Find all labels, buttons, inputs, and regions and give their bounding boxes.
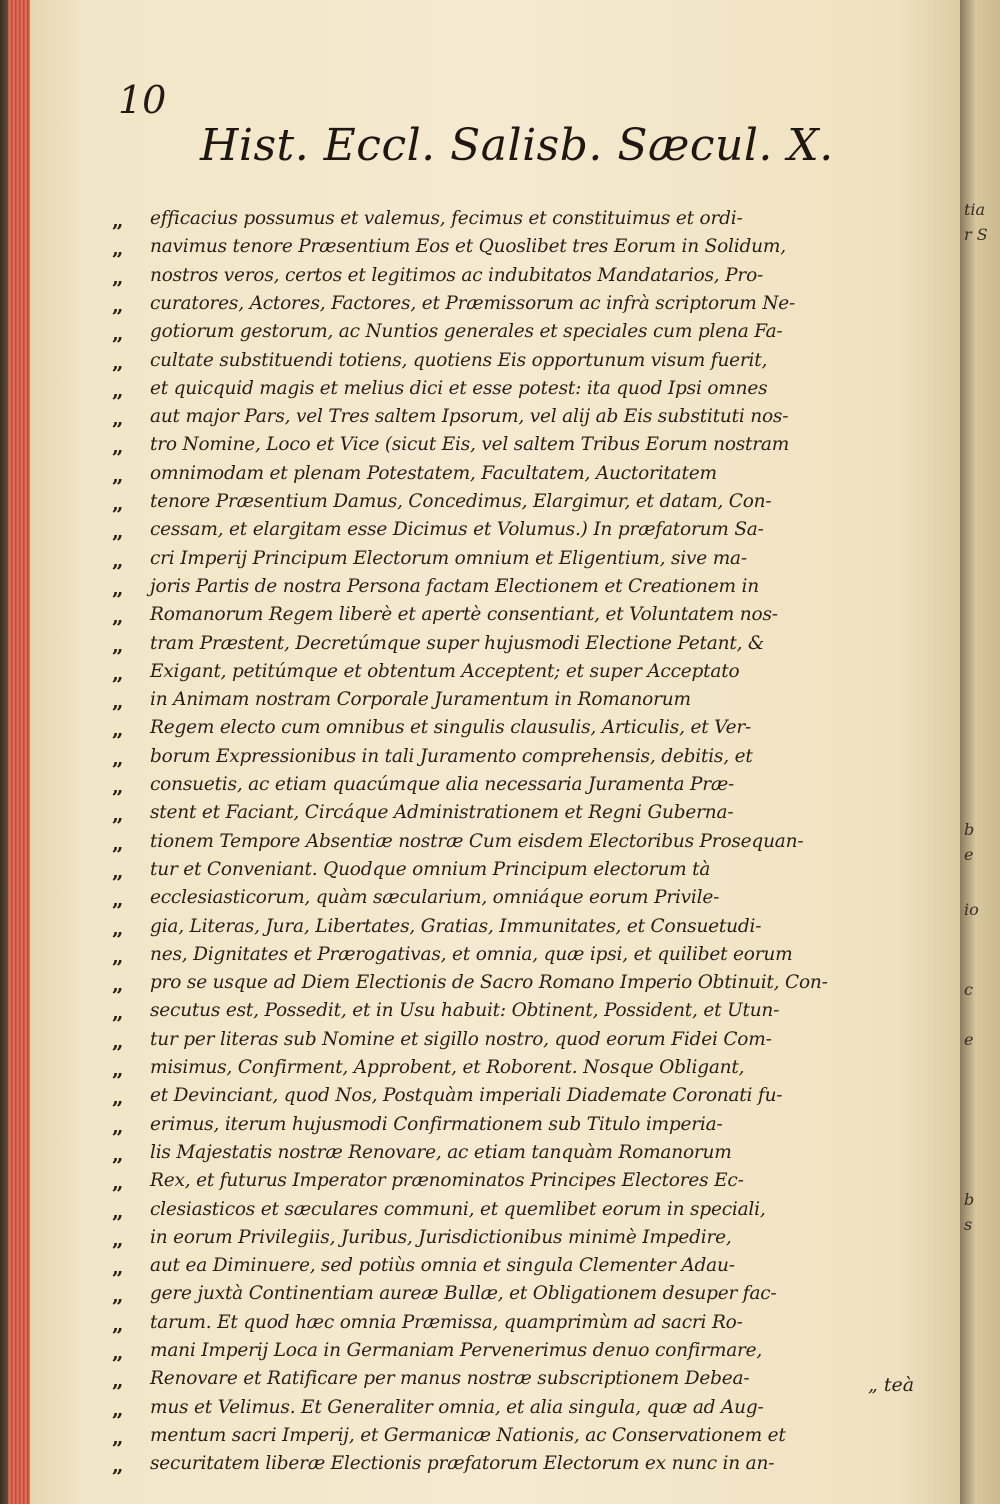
- adjacent-page-fragment: tia: [964, 200, 986, 219]
- line-text: borum Expressionibus in tali Juramento comprehensis, debitis, et: [150, 745, 753, 767]
- line-text: Renovare et Ratificare per manus nostræ subscriptionem Debea-: [150, 1368, 750, 1390]
- line-text: aut ea Diminuere, sed potiùs omnia et singula Clementer Adau-: [150, 1255, 735, 1277]
- manuscript-line: [112, 519, 952, 547]
- line-text: et quicquid magis et melius dici et esse potest: ita quod Ipsi omnes: [150, 377, 768, 399]
- manuscript-line: [112, 1340, 952, 1368]
- manuscript-line: [112, 689, 952, 717]
- manuscript-line: [112, 661, 952, 689]
- line-text: ecclesiasticorum, quàm sæcularium, omniáque eorum Privile-: [150, 887, 720, 909]
- line-text: Regem electo cum omnibus et singulis clausulis, Articulis, et Ver-: [150, 717, 752, 739]
- manuscript-line: [112, 1312, 952, 1340]
- margin-quote-mark: „: [112, 887, 124, 912]
- margin-quote-mark: „: [112, 264, 124, 289]
- manuscript-line: [112, 1255, 952, 1283]
- margin-quote-mark: „: [112, 802, 124, 827]
- manuscript-line: [112, 1029, 952, 1057]
- manuscript-line: [112, 1142, 952, 1170]
- line-text: lis Majestatis nostræ Renovare, ac etiam tanquàm Romanorum: [150, 1141, 732, 1163]
- manuscript-line: [112, 604, 952, 632]
- line-text: mani Imperij Loca in Germaniam Pervenerimus denuo confirmare,: [150, 1340, 763, 1361]
- manuscript-line: [112, 406, 952, 434]
- manuscript-line: [112, 1114, 952, 1142]
- manuscript-line: [112, 265, 952, 293]
- manuscript-line: [112, 350, 952, 378]
- manuscript-line: [112, 1368, 952, 1396]
- line-text: navimus tenore Præsentium Eos et Quoslibet tres Eorum in Solidum,: [150, 236, 786, 258]
- line-text: tionem Tempore Absentiæ nostræ Cum eisdem Electoribus Prosequan-: [150, 830, 804, 852]
- margin-quote-mark: „: [112, 943, 124, 968]
- margin-quote-mark: „: [112, 1424, 124, 1449]
- margin-quote-mark: „: [112, 1340, 124, 1364]
- adjacent-page-fragment: io: [964, 900, 979, 919]
- manuscript-line: [112, 633, 952, 661]
- line-text: nostros veros, certos et legitimos ac indubitatos Mandatarios, Pro-: [150, 264, 764, 286]
- line-text: nes, Dignitates et Prærogativas, et omnia, quæ ipsi, et quilibet eorum: [150, 943, 793, 965]
- line-text: consuetis, ac etiam quacúmque alia necessaria Juramenta Præ-: [150, 774, 735, 795]
- line-text: tur et Conveniant. Quodque omnium Principum electorum tà: [150, 858, 711, 880]
- line-text: cri Imperij Principum Electorum omnium et Eligentium, sive ma-: [150, 547, 747, 569]
- page-header-title: Hist. Eccl. Salisb. Sæcul. X.: [200, 120, 834, 171]
- line-text: cessam, et elargitam esse Dicimus et Volumus.) In præfatorum Sa-: [150, 519, 764, 541]
- line-text: erimus, iterum hujusmodi Confirmationem sub Titulo imperia-: [150, 1113, 723, 1135]
- line-text: omnimodam et plenam Potestatem, Facultatem, Auctoritatem: [150, 462, 717, 484]
- margin-quote-mark: „: [112, 1057, 124, 1081]
- adjacent-page-fragment: s: [964, 1215, 973, 1234]
- manuscript-line: [112, 321, 952, 349]
- manuscript-line: [112, 1170, 952, 1198]
- margin-quote-mark: „: [112, 1198, 124, 1223]
- margin-quote-mark: „: [112, 519, 124, 544]
- manuscript-line: [112, 1000, 952, 1028]
- manuscript-line: [112, 1283, 952, 1311]
- manuscript-line: [112, 1453, 952, 1481]
- margin-quote-mark: „: [112, 1141, 124, 1166]
- margin-quote-mark: „: [112, 292, 124, 317]
- margin-quote-mark: „: [112, 1311, 124, 1336]
- line-text: tram Præstent, Decretúmque super hujusmodi Electione Petant, &: [150, 632, 765, 654]
- margin-quote-mark: „: [112, 547, 124, 572]
- adjacent-page-fragment: e: [964, 845, 974, 864]
- line-text: mentum sacri Imperij, et Germanicæ Nationis, ac Conservationem et: [150, 1424, 786, 1446]
- manuscript-line: [112, 434, 952, 462]
- manuscript-line: [112, 1085, 952, 1113]
- line-text: et Devinciant, quod Nos, Postquàm imperiali Diademate Coronati fu-: [150, 1085, 783, 1107]
- line-text: gotiorum gestorum, ac Nuntios generales et speciales cum plena Fa-: [150, 321, 783, 343]
- adjacent-page-edge: [960, 0, 1000, 1504]
- line-text: securitatem liberæ Electionis præfatorum Electorum ex nunc in an-: [150, 1453, 775, 1475]
- manuscript-line: [112, 802, 952, 830]
- manuscript-line: [112, 1397, 952, 1425]
- line-text: clesiasticos et sæculares communi, et quemlibet eorum in speciali,: [150, 1198, 766, 1220]
- line-text: joris Partis de nostra Persona factam Electionem et Creationem in: [150, 575, 759, 597]
- margin-quote-mark: „: [112, 321, 124, 346]
- margin-quote-mark: „: [112, 915, 124, 940]
- line-text: cultate substituendi totiens, quotiens Eis opportunum visum fuerit,: [150, 349, 768, 371]
- margin-quote-mark: „: [112, 972, 124, 997]
- adjacent-page-fragment: e: [964, 1030, 974, 1049]
- manuscript-line: [112, 1199, 952, 1227]
- margin-quote-mark: „: [112, 774, 124, 798]
- margin-quote-mark: „: [112, 462, 124, 487]
- margin-quote-mark: „: [112, 1453, 124, 1478]
- margin-quote-mark: „: [112, 1368, 124, 1393]
- margin-quote-mark: „: [112, 434, 124, 459]
- margin-quote-mark: „: [112, 1085, 124, 1110]
- margin-quote-mark: „: [112, 1028, 124, 1053]
- margin-quote-mark: „: [112, 632, 124, 657]
- line-text: stent et Faciant, Circáque Administrationem et Regni Guberna-: [150, 802, 734, 824]
- manuscript-line: [112, 887, 952, 915]
- margin-quote-mark: „: [112, 406, 124, 431]
- manuscript-line: [112, 717, 952, 745]
- line-text: Rex, et futurus Imperator prænominatos Principes Electores Ec-: [150, 1170, 744, 1192]
- adjacent-page-fragment: c: [964, 980, 973, 999]
- manuscript-line: [112, 972, 952, 1000]
- line-text: tarum. Et quod hæc omnia Præmissa, quamprimùm ad sacri Ro-: [150, 1311, 743, 1333]
- margin-quote-mark: „: [112, 830, 124, 855]
- line-text: gia, Literas, Jura, Libertates, Gratias, Immunitates, et Consuetudi-: [150, 915, 762, 937]
- line-text: aut major Pars, vel Tres saltem Ipsorum, vel alij ab Eis substituti nos-: [150, 406, 789, 428]
- manuscript-line: [112, 548, 952, 576]
- margin-quote-mark: „: [112, 1113, 124, 1138]
- margin-quote-mark: „: [112, 1000, 124, 1025]
- catchword: „ teà: [868, 1374, 915, 1396]
- adjacent-page-fragment: r S: [964, 225, 988, 244]
- manuscript-line: [112, 491, 952, 519]
- margin-quote-mark: „: [112, 236, 124, 261]
- margin-quote-mark: „: [112, 575, 124, 600]
- manuscript-line: [112, 463, 952, 491]
- manuscript-line: [112, 859, 952, 887]
- manuscript-line: [112, 208, 952, 236]
- manuscript-line: [112, 746, 952, 774]
- line-text: tro Nomine, Loco et Vice (sicut Eis, vel saltem Tribus Eorum nostram: [150, 434, 790, 456]
- margin-quote-mark: „: [112, 745, 124, 770]
- adjacent-page-fragment: b: [964, 820, 975, 839]
- line-text: misimus, Confirment, Approbent, et Roborent. Nosque Obligant,: [150, 1057, 745, 1078]
- line-text: in eorum Privilegiis, Juribus, Jurisdictionibus minimè Impedire,: [150, 1226, 732, 1248]
- line-text: gere juxtà Continentiam aureæ Bullæ, et Obligationem desuper fac-: [150, 1283, 777, 1305]
- line-text: tenore Præsentium Damus, Concedimus, Elargimur, et datam, Con-: [150, 491, 772, 512]
- margin-quote-mark: „: [112, 1396, 124, 1421]
- margin-quote-mark: „: [112, 858, 124, 883]
- margin-quote-mark: „: [112, 349, 124, 374]
- margin-quote-mark: „: [112, 1255, 124, 1280]
- manuscript-line: [112, 774, 952, 802]
- manuscript-line: [112, 293, 952, 321]
- margin-quote-mark: „: [112, 604, 124, 629]
- margin-quote-mark: „: [112, 1170, 124, 1195]
- line-text: efficacius possumus et valemus, fecimus et constituimus et ordi-: [150, 208, 743, 229]
- line-text: curatores, Actores, Factores, et Præmissorum ac infrà scriptorum Ne-: [150, 292, 796, 314]
- manuscript-line: [112, 1227, 952, 1255]
- margin-quote-mark: „: [112, 689, 124, 714]
- margin-quote-mark: „: [112, 717, 124, 742]
- line-text: mus et Velimus. Et Generaliter omnia, et alia singula, quæ ad Aug-: [150, 1396, 764, 1418]
- line-text: pro se usque ad Diem Electionis de Sacro Romano Imperio Obtinuit, Con-: [150, 972, 828, 994]
- margin-quote-mark: „: [112, 1226, 124, 1251]
- line-text: Romanorum Regem liberè et apertè consentiant, et Voluntatem nos-: [150, 604, 778, 626]
- manuscript-line: [112, 378, 952, 406]
- manuscript-line: [112, 576, 952, 604]
- manuscript-line: [112, 1057, 952, 1085]
- line-text: tur per literas sub Nomine et sigillo nostro, quod eorum Fidei Com-: [150, 1028, 772, 1050]
- manuscript-line: [112, 916, 952, 944]
- page-number: 10: [118, 78, 167, 122]
- margin-quote-mark: „: [112, 491, 124, 515]
- line-text: in Animam nostram Corporale Juramentum in Romanorum: [150, 689, 691, 711]
- margin-quote-mark: „: [112, 660, 124, 685]
- manuscript-line: [112, 831, 952, 859]
- line-text: secutus est, Possedit, et in Usu habuit: Obtinent, Possident, et Utun-: [150, 1000, 780, 1022]
- margin-quote-mark: „: [112, 377, 124, 402]
- manuscript-line: [112, 944, 952, 972]
- line-text: Exigant, petitúmque et obtentum Acceptent; et super Acceptato: [150, 660, 740, 682]
- manuscript-line: [112, 236, 952, 264]
- margin-quote-mark: „: [112, 208, 124, 232]
- manuscript-line: [112, 1425, 952, 1453]
- margin-quote-mark: „: [112, 1283, 124, 1308]
- adjacent-page-fragment: b: [964, 1190, 975, 1209]
